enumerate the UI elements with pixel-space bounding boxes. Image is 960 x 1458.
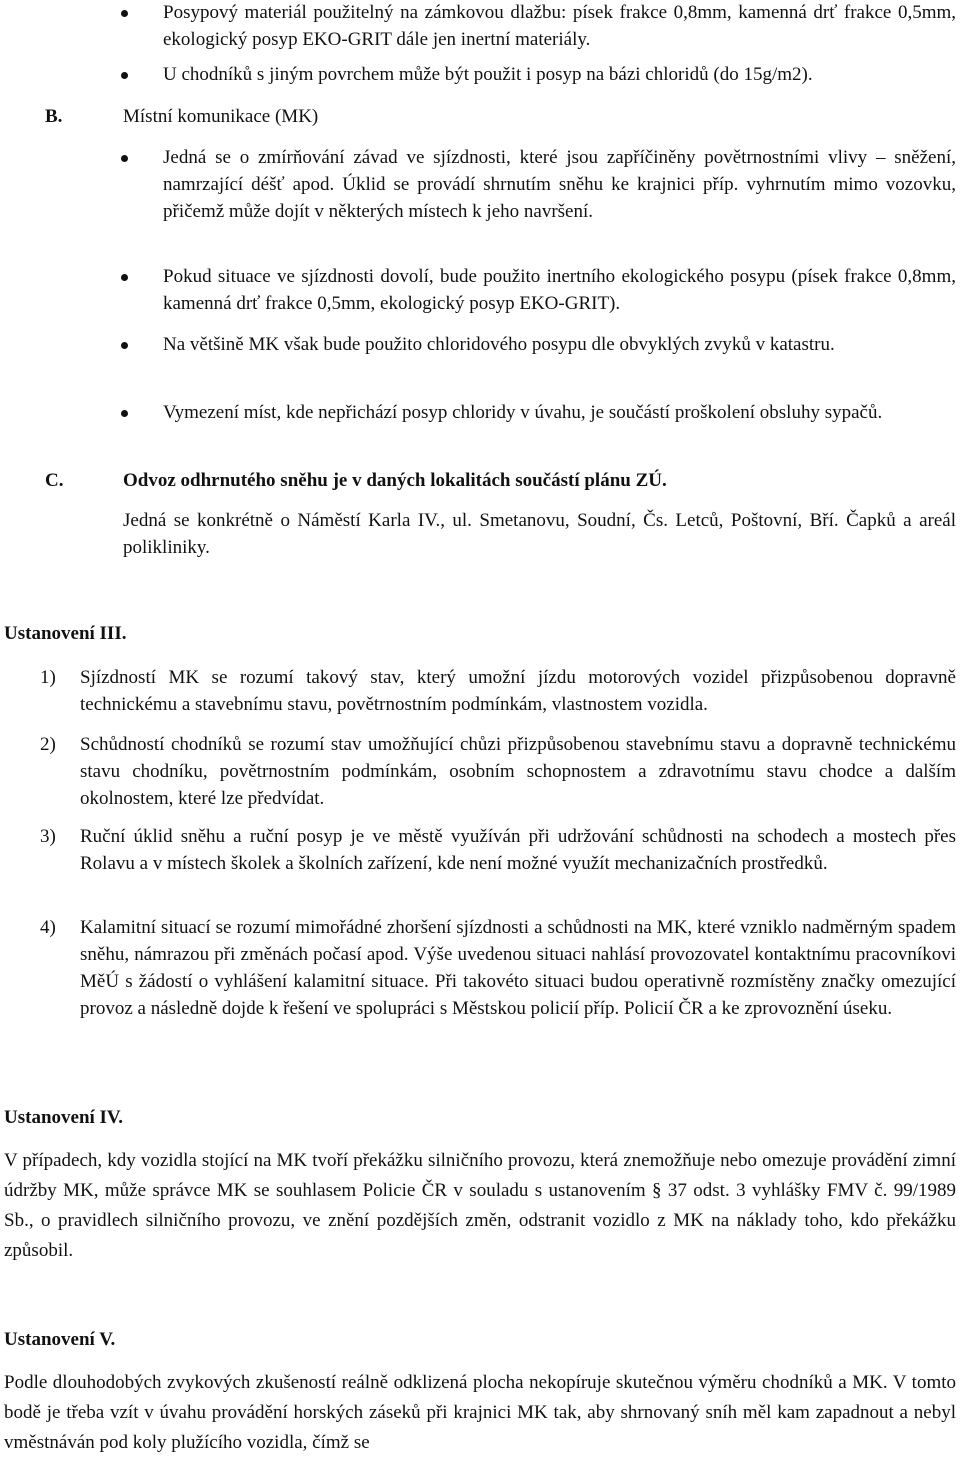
ustanoveni-iii-item-4: Kalamitní situací se rozumí mimořádné zhoršení sjízdnosti a schůdnosti na MK, které vzniklo nadměrným spadem sněhu, námrazou při změnách počasí apod. Výše uvedenou situaci nahlásí provozovatel kontaktnímu pracovníkovi MěÚ s žádostí o vyhlášení kalamitní situace. Při takovéto situaci budou operativně rozmístěny značky omezující provoz a následně dojde k řešení ve spolupráci s Městskou policií příp. Policií ČR a ke zprovoznění úseku. (80, 917, 956, 1019)
top-bullet-2: U chodníků s jiným povrchem může být použit i posyp na bázi chloridů (do 15g/m2). (163, 64, 813, 85)
item-number: 1) (40, 667, 56, 688)
bullet-dot (121, 155, 128, 162)
section-b-bullet-3: Na většině MK však bude použito chloridového posypu dle obvyklých zvyků v katastru. (163, 334, 835, 355)
ustanoveni-v-heading: Ustanovení V. (4, 1329, 116, 1350)
section-c-title: Odvoz odhrnutého sněhu je v daných lokalitách součástí plánu ZÚ. (123, 470, 667, 491)
ustanoveni-iii-item-1: Sjízdností MK se rozumí takový stav, který umožní jízdu motorových vozidel přizpůsobenou dopravně technickému a stavebnímu stavu, povětrnostním podmínkám, vlastnostem vozidla. (80, 667, 956, 715)
bullet-dot (121, 342, 128, 349)
section-b-bullet-4: Vymezení míst, kde nepřichází posyp chloridy v úvahu, je součástí proškolení obsluhy sypačů. (163, 402, 883, 423)
section-b-title: Místní komunikace (MK) (123, 106, 319, 127)
bullet-dot (121, 274, 128, 281)
ustanoveni-iv-text: V případech, kdy vozidla stojící na MK tvoří překážku silničního provozu, která znemožňuje nebo omezuje provádění zimní údržby MK, může správce MK se souhlasem Policie ČR v souladu s ustanovením § 37 odst. 3 vyhlášky FMV č. 99/1989 Sb., o pravidlech silničního provozu, ve znění pozdějších změn, odstranit vozidlo z MK na náklady toho, kdo překážku způsobil. (4, 1150, 956, 1261)
section-b-letter: B. (45, 106, 63, 127)
ustanoveni-iii-item-2: Schůdností chodníků se rozumí stav umožňující chůzi přizpůsobenou stavebnímu stavu a dopravně technickému stavu chodníku, povětrnostním podmínkám, osobním schopnostem a zdravotnímu stavu chodce a dalším okolnostem, které lze předvídat. (80, 734, 956, 809)
ustanoveni-iii-item-3: Ruční úklid sněhu a ruční posyp je ve městě využíván při udržování schůdnosti na schodech a mostech přes Rolavu a v místech školek a školních zařízení, kde není možné využít mechanizačních prostředků. (80, 826, 956, 874)
section-b-bullet-1: Jedná se o zmírňování závad ve sjízdnosti, které jsou zapříčiněny povětrnostními vlivy – sněžení, namrzající déšť apod. Úklid se provádí shrnutím sněhu ke krajnici příp. vyhrnutím mimo vozovku, přičemž může dojít v některých místech k jeho navršení. (163, 147, 956, 222)
item-number: 2) (40, 734, 56, 755)
ustanoveni-iii-heading: Ustanovení III. (4, 623, 127, 644)
bullet-dot (121, 410, 128, 417)
section-b-bullet-2: Pokud situace ve sjízdnosti dovolí, bude použito inertního ekologického posypu (písek frakce 0,8mm, kamenná drť frakce 0,5mm, ekologický posyp EKO-GRIT). (163, 266, 956, 314)
section-c-text: Jedná se konkrétně o Náměstí Karla IV., ul. Smetanovu, Soudní, Čs. Letců, Poštovní, Bří. Čapků a areál polikliniky. (123, 510, 956, 558)
section-c-letter: C. (45, 470, 64, 491)
top-bullet-1: Posypový materiál použitelný na zámkovou dlažbu: písek frakce 0,8mm, kamenná drť frakce 0,5mm, ekologický posyp EKO-GRIT dále jen inertní materiály. (163, 2, 956, 50)
ustanoveni-v-text: Podle dlouhodobých zvykových zkušeností reálně odklizená plocha nekopíruje skutečnou výměru chodníků a MK. V tomto bodě je třeba vzít v úvahu provádění horských záseků při krajnici MK tak, aby shrnovaný sníh měl kam zapadnout a nebyl vměstnáván pod koly plužícího vozidla, čímž se (4, 1372, 956, 1453)
ustanoveni-iv-heading: Ustanovení IV. (4, 1107, 123, 1128)
bullet-dot (121, 72, 128, 79)
item-number: 4) (40, 917, 56, 938)
bullet-dot (121, 10, 128, 17)
item-number: 3) (40, 826, 56, 847)
